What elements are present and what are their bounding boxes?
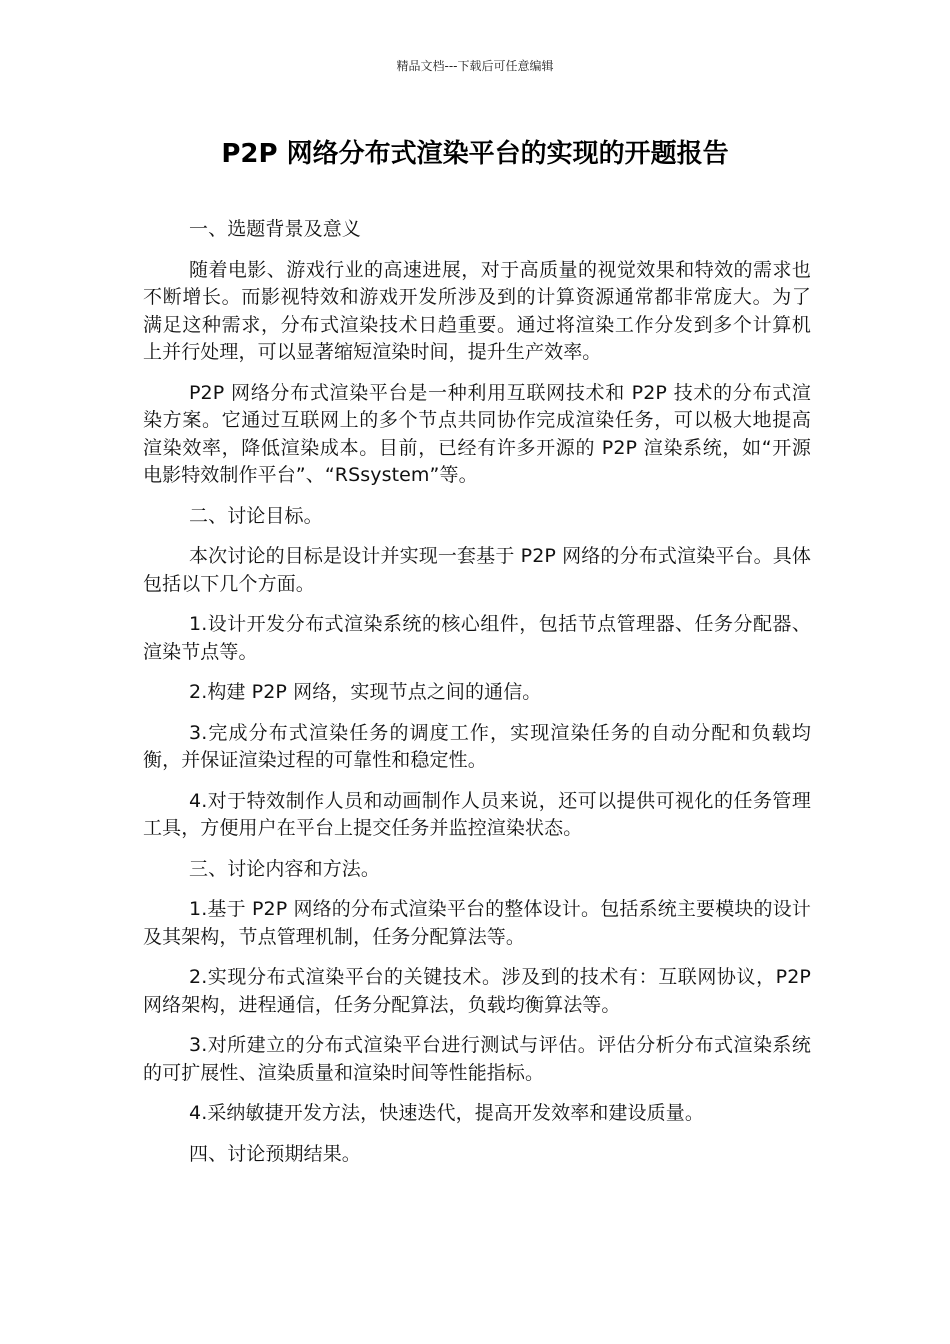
section-heading-goals: 二、讨论目标。 [189,504,323,527]
document-title: P2P 网络分布式渲染平台的实现的开题报告 [221,139,729,169]
goal-item-3: 3.完成分布式渲染任务的调度工作，实现渲染任务的自动分配和负载均衡，并保证渲染过程的可靠性和稳定性。 [143,721,811,771]
section-heading-background: 一、选题背景及意义 [189,218,361,240]
paragraph-background-1: 随着电影、游戏行业的高速进展，对于高质量的视觉效果和特效的需求也不断增长。而影视特效和游戏开发所涉及到的计算资源通常都非常庞大。为了满足这种需求，分布式渲染技术日趋重要。通过将渲染工作分发到多个计算机上并行处理，可以显著缩短渲染时间，提升生产效率。 [143,258,811,363]
section-heading-expected-results: 四、讨论预期结果。 [189,1142,361,1165]
section-heading-content-methods: 三、讨论内容和方法。 [189,857,381,880]
method-item-3: 3.对所建立的分布式渲染平台进行测试与评估。评估分析分布式渲染系统的可扩展性、渲染质量和渲染时间等性能指标。 [143,1034,811,1084]
method-item-2: 2.实现分布式渲染平台的关键技术。涉及到的技术有：互联网协议，P2P 网络架构，进程通信，任务分配算法，负载均衡算法等。 [143,966,811,1016]
page-header-note: 精品文档---下载后可任意编辑 [396,59,554,73]
goal-item-4: 4.对于特效制作人员和动画制作人员来说，还可以提供可视化的任务管理工具，方便用户在平台上提交任务并监控渲染状态。 [143,789,811,839]
goal-item-2: 2.构建 P2P 网络，实现节点之间的通信。 [189,681,542,703]
document-body [143,216,811,1181]
method-item-4: 4.采纳敏捷开发方法，快速迭代，提高开发效率和建设质量。 [189,1102,704,1124]
paragraph-goals-intro: 本次讨论的目标是设计并实现一套基于 P2P 网络的分布式渲染平台。具体包括以下几个方面。 [143,545,811,595]
method-item-1: 1.基于 P2P 网络的分布式渲染平台的整体设计。包括系统主要模块的设计及其架构，节点管理机制，任务分配算法等。 [143,898,811,948]
paragraph-background-2: P2P 网络分布式渲染平台是一种利用互联网技术和 P2P 技术的分布式渲染方案。它通过互联网上的多个节点共同协作完成渲染任务，可以极大地提高渲染效率，降低渲染成本。目前，已经有许多开源的 P2P 渲染系统，如“开源电影特效制作平台”、“RSsystem”等。 [143,381,811,486]
goal-item-1: 1.设计开发分布式渲染系统的核心组件，包括节点管理器、任务分配器、渲染节点等。 [143,613,811,663]
